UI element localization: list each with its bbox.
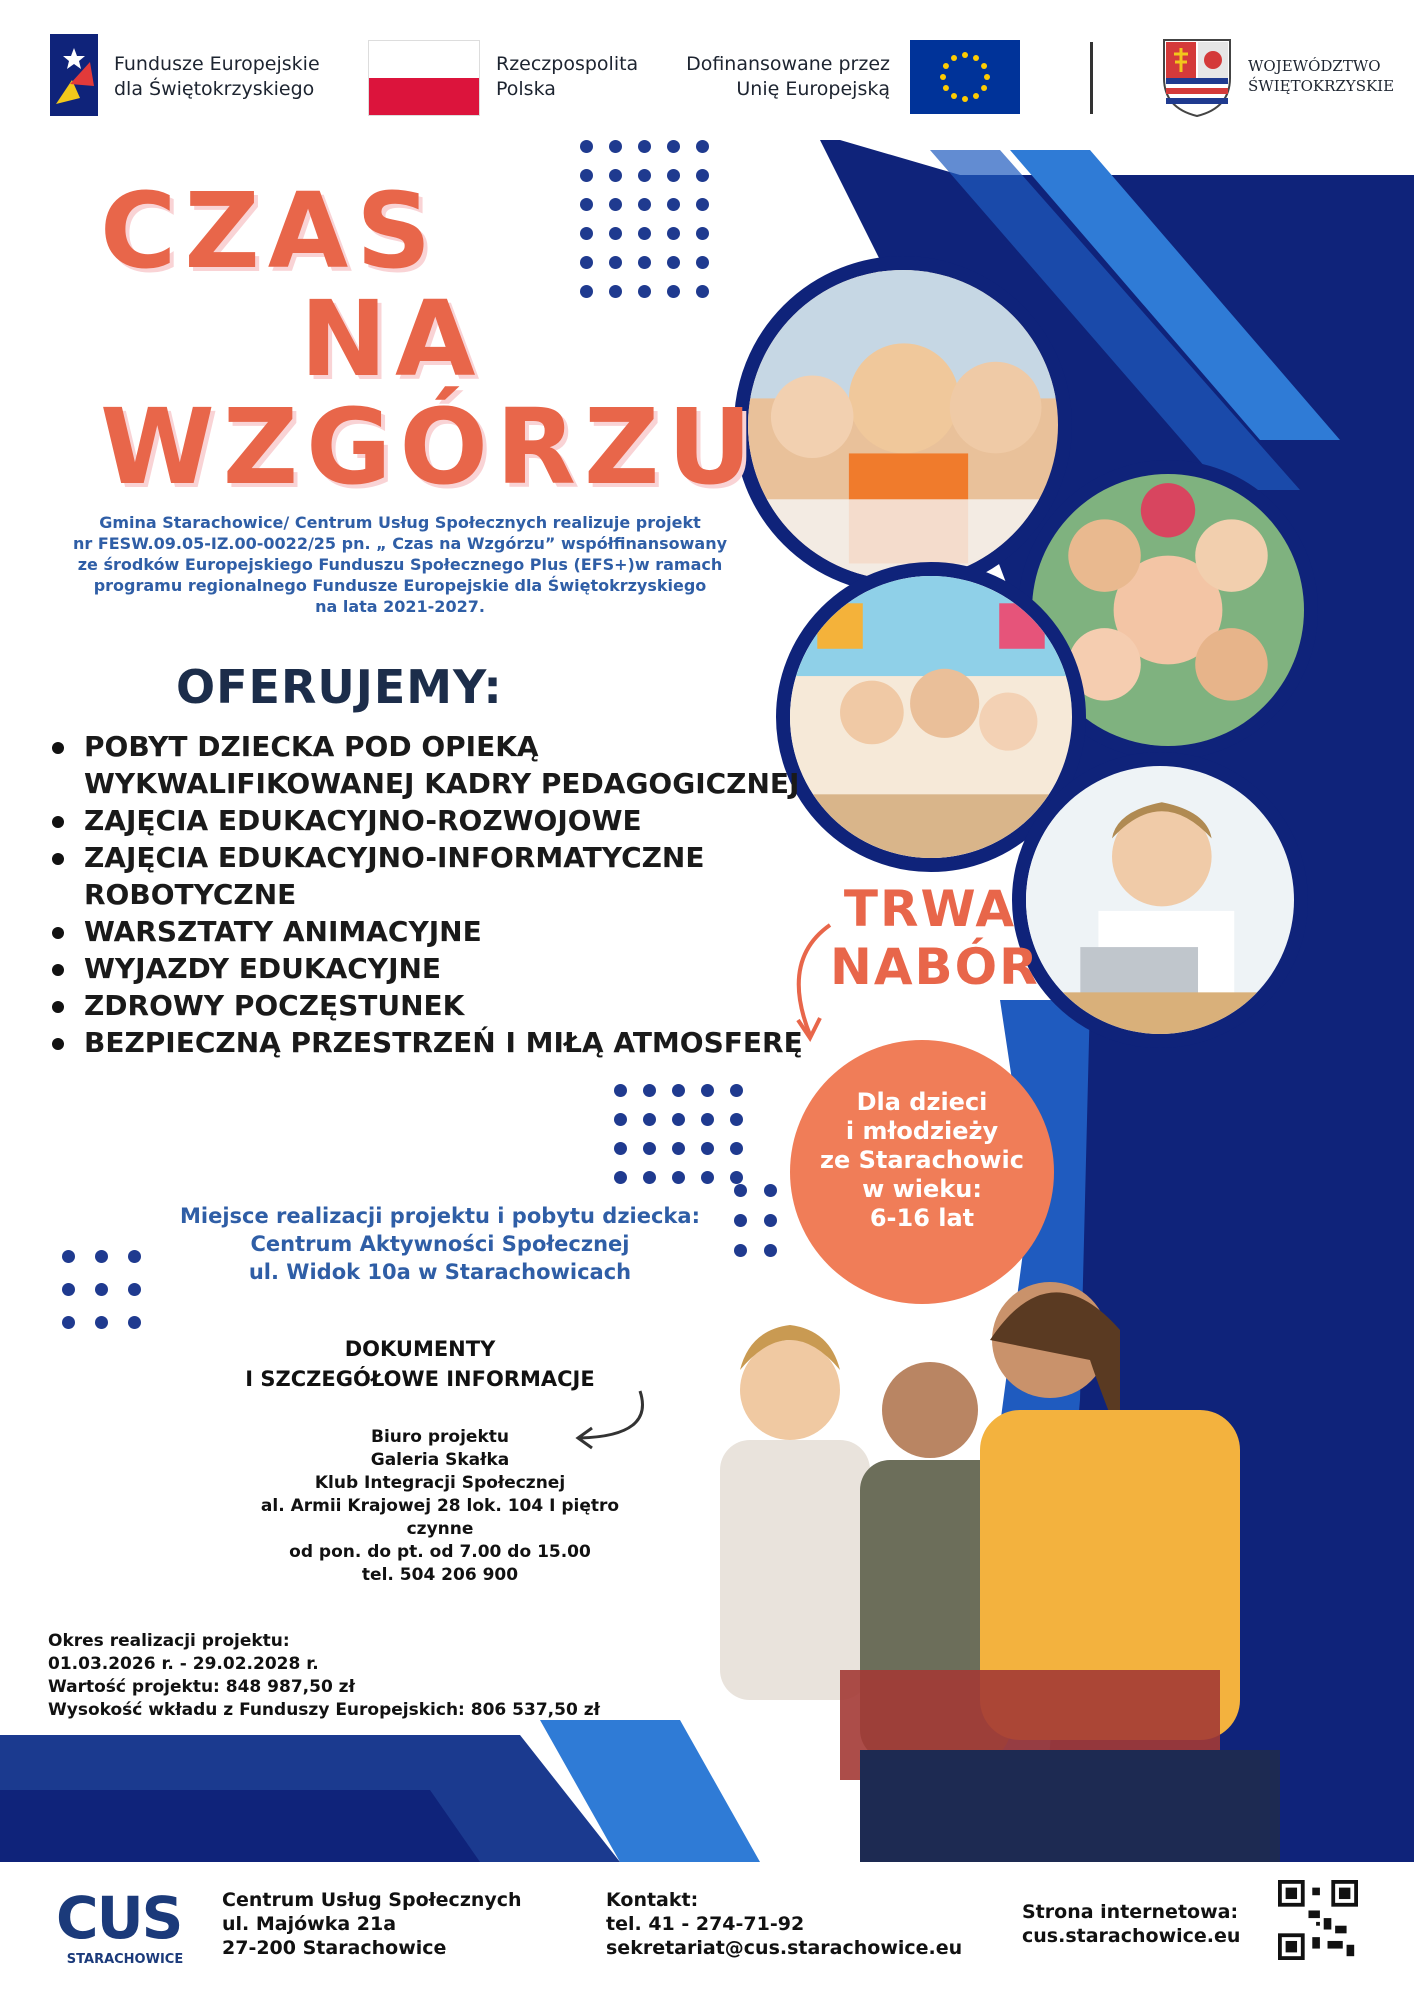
dot bbox=[638, 198, 651, 211]
dot bbox=[643, 1084, 656, 1097]
dot bbox=[734, 1184, 747, 1197]
recruitment-label: TRWA NABÓR bbox=[830, 880, 1040, 996]
project-location: Miejsce realizacji projektu i pobytu dziecka: Centrum Aktywności Społecznej ul. Widok 10a w Starachowicach bbox=[180, 1204, 700, 1284]
offer-item: ZDROWY POCZĘSTUNEK bbox=[84, 987, 804, 1024]
dot bbox=[609, 256, 622, 269]
footer-website: Strona internetowa: cus.starachowice.eu bbox=[1022, 1901, 1241, 1947]
dot bbox=[667, 285, 680, 298]
dot bbox=[128, 1250, 141, 1263]
dot bbox=[128, 1283, 141, 1296]
dot bbox=[580, 256, 593, 269]
dot bbox=[734, 1244, 747, 1257]
dot bbox=[95, 1316, 108, 1329]
dot bbox=[667, 256, 680, 269]
dot bbox=[696, 140, 709, 153]
offer-item: ZAJĘCIA EDUKACYJNO-ROZWOJOWE bbox=[84, 802, 804, 839]
footer-address: Centrum Usług Społecznych ul. Majówka 21a 27-200 Starachowice bbox=[222, 1889, 522, 1959]
cus-logo-subtitle: STARACHOWICE bbox=[66, 1952, 184, 1967]
dot bbox=[667, 198, 680, 211]
dot bbox=[696, 169, 709, 182]
dot bbox=[62, 1250, 75, 1263]
dot bbox=[609, 285, 622, 298]
email-link[interactable]: sekretariat@cus.starachowice.eu bbox=[606, 1937, 963, 1959]
dot bbox=[764, 1214, 777, 1227]
dot bbox=[696, 198, 709, 211]
dot bbox=[614, 1113, 627, 1126]
dot bbox=[730, 1171, 743, 1184]
dot bbox=[638, 256, 651, 269]
dot bbox=[643, 1113, 656, 1126]
offer-item: BEZPIECZNĄ PRZESTRZEŃ I MIŁĄ ATMOSFERĘ bbox=[84, 1026, 803, 1059]
eu-funding-text: Dofinansowane przez Unię Europejską bbox=[686, 53, 890, 100]
offer-item: WYJAZDY EDUKACYJNE bbox=[84, 950, 804, 987]
dot bbox=[609, 140, 622, 153]
dot bbox=[667, 169, 680, 182]
dot-grid-left bbox=[62, 1250, 162, 1330]
dot bbox=[609, 169, 622, 182]
dot bbox=[696, 256, 709, 269]
dot bbox=[614, 1084, 627, 1097]
dot bbox=[638, 227, 651, 240]
footer-contact: Kontakt: tel. 41 - 274-71-92 sekretariat@cus.starachowice.eu bbox=[606, 1889, 963, 1959]
offer-list bbox=[48, 728, 804, 1061]
dot bbox=[95, 1250, 108, 1263]
dot bbox=[614, 1142, 627, 1155]
dot bbox=[643, 1171, 656, 1184]
fe-logo-text: Fundusze Europejskie dla Świętokrzyskiego bbox=[114, 53, 320, 100]
dot bbox=[638, 140, 651, 153]
dot bbox=[643, 1142, 656, 1155]
dot bbox=[128, 1316, 141, 1329]
dot bbox=[609, 227, 622, 240]
dot bbox=[580, 198, 593, 211]
dot-grid-mid bbox=[614, 1084, 754, 1184]
dot bbox=[62, 1316, 75, 1329]
photo-boy-laptop bbox=[1012, 752, 1308, 1048]
curved-arrow-icon bbox=[770, 920, 850, 1050]
dot bbox=[580, 285, 593, 298]
target-group-text: Dla dzieci i młodzieży ze Starachowic w wieku: 6-16 lat bbox=[819, 1088, 1024, 1232]
dot bbox=[734, 1214, 747, 1227]
dot bbox=[580, 169, 593, 182]
offer-heading: OFERUJEMY: bbox=[176, 660, 503, 714]
title-line-3: WZGÓRZU bbox=[100, 386, 760, 508]
dot bbox=[614, 1171, 627, 1184]
offer-item: ZAJĘCIA EDUKACYJNO-INFORMATYCZNE ROBOTYCZNE bbox=[84, 839, 804, 913]
dot-grid-top bbox=[580, 140, 730, 320]
dot bbox=[730, 1113, 743, 1126]
offer-item: WARSZTATY ANIMACYJNE bbox=[84, 913, 804, 950]
dot bbox=[580, 140, 593, 153]
dot bbox=[95, 1283, 108, 1296]
dot bbox=[62, 1283, 75, 1296]
project-intro: Gmina Starachowice/ Centrum Usług Społecznych realizuje projekt nr FESW.09.05-IZ.00-0022/25 pn. „ Czas na Wzgórzu” współfinansowany ze środków Europejskiego Funduszu Społecznego Plus (EFS+)w ramach programu regionalnego Fundusze Europejskie dla Świętokrzyskiego na lata 2021-2027. bbox=[72, 513, 728, 616]
voivodeship-text: WOJEWÓDZTWO ŚWIĘTOKRZYSKIE bbox=[1248, 57, 1395, 95]
dot bbox=[701, 1084, 714, 1097]
dot bbox=[672, 1113, 685, 1126]
dot bbox=[730, 1084, 743, 1097]
dot bbox=[764, 1244, 777, 1257]
dot bbox=[672, 1142, 685, 1155]
dot bbox=[696, 227, 709, 240]
dot bbox=[764, 1184, 777, 1197]
photo-children-learning bbox=[734, 256, 1072, 594]
title-line-1: CZAS bbox=[100, 170, 440, 292]
qr-code-icon[interactable] bbox=[1278, 1880, 1358, 1960]
website-link[interactable]: cus.starachowice.eu bbox=[1022, 1925, 1241, 1947]
dot bbox=[638, 285, 651, 298]
dot bbox=[672, 1171, 685, 1184]
documents-heading: DOKUMENTY I SZCZEGÓŁOWE INFORMACJE bbox=[245, 1337, 595, 1391]
project-office-info: Biuro projektu Galeria Skałka Klub Integracji Społecznej al. Armii Krajowej 28 lok. 104 I piętro czynne od pon. do pt. od 7.00 do 15.00 tel. 504 206 900 bbox=[260, 1427, 620, 1585]
dot bbox=[667, 140, 680, 153]
offer-item: POBYT DZIECKA POD OPIEKĄ WYKWALIFIKOWANEJ KADRY PEDAGOGICZNEJ bbox=[84, 728, 804, 802]
dot bbox=[701, 1171, 714, 1184]
dot bbox=[672, 1084, 685, 1097]
dot-grid-right bbox=[734, 1184, 794, 1274]
rp-logo-text: Rzeczpospolita Polska bbox=[496, 53, 639, 100]
dot bbox=[580, 227, 593, 240]
dot bbox=[638, 169, 651, 182]
photo-teenagers bbox=[680, 1270, 1414, 1862]
phone-link[interactable]: tel. 41 - 274-71-92 bbox=[606, 1913, 805, 1935]
dot bbox=[609, 198, 622, 211]
cus-logo: CUS bbox=[56, 1884, 182, 1952]
dot bbox=[701, 1113, 714, 1126]
dot bbox=[696, 285, 709, 298]
dot bbox=[667, 227, 680, 240]
dot bbox=[730, 1142, 743, 1155]
project-period-info: Okres realizacji projektu: 01.03.2026 r. - 29.02.2028 r. Wartość projektu: 848 987,50 zł Wysokość wkładu z Funduszy Europejskich: 806 537,50 zł bbox=[48, 1631, 600, 1720]
dot bbox=[701, 1142, 714, 1155]
title-line-2: NA bbox=[300, 278, 484, 400]
